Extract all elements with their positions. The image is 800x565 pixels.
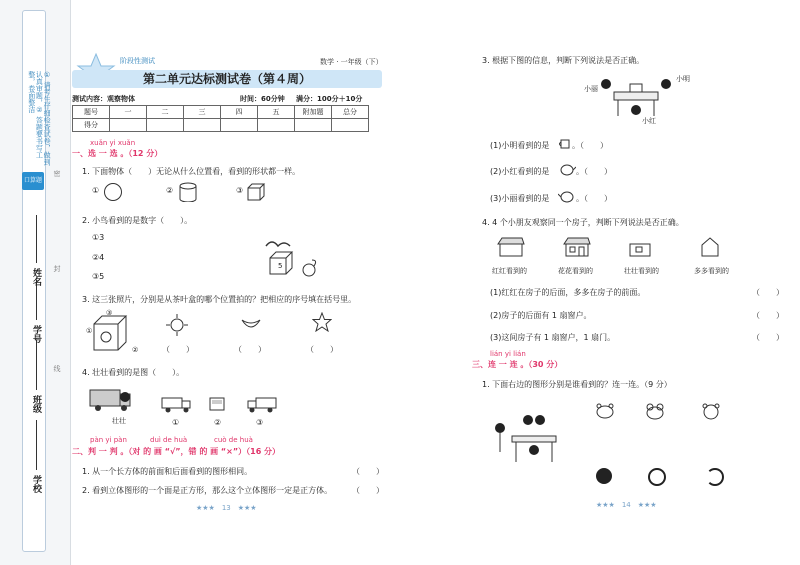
question-1-3: 3. 这三张照片，分别是从茶叶盒的哪个位置拍的？把相应的序号填在括号里。 [82,295,357,304]
section3-pinyin: lián yi lián [490,350,526,358]
cylinder-icon [178,182,198,202]
number-line [36,280,37,320]
score-header-cell: 三 [184,106,221,119]
r4-blank-3[interactable]: （ ） [752,333,784,342]
r4-item-1: (1)红红在房子的后面，多多在房子的前面。 [490,288,646,297]
frog-face-icon [644,402,666,420]
score-cell[interactable] [332,119,369,132]
section2-pinyin-2: duì de huà [150,436,188,444]
section2-pinyin-1: pàn yi pàn [90,436,127,444]
cut-mark-1: 密 [53,170,61,177]
truck-scene-icon [88,384,138,414]
score-table [72,105,369,132]
score-header-cell: 题号 [73,106,110,119]
question-1-4: 4. 壮壮看到的是图（ ）。 [82,368,185,377]
school-line [36,420,37,470]
zhuangzhuang-label: 壮壮 [112,417,126,425]
child-front-icon [648,468,666,486]
subject-label: 数学 · 一年级（下） [320,58,383,66]
cube-number: 5 [278,262,283,270]
score-header-cell: 总分 [332,106,369,119]
test-time: 时间：60分钟 [240,95,285,103]
house-gable-icon [700,236,720,258]
test-content: 测试内容：观察物体 [72,95,135,103]
house-caption-2: 花花看到的 [558,267,593,275]
q3-blank-2[interactable]: （ ） [234,345,266,354]
box-label-front: ① [86,327,93,335]
section3-question-1: 1. 下面右边的图形分别是谁看到的？连一连。（9 分） [482,380,672,389]
bear-face-icon [700,402,722,420]
score-cell[interactable] [110,119,147,132]
cut-mark-2: 封 [53,265,61,272]
house-back-icon [496,236,526,258]
r3-blank-3[interactable]: 。（ ） [576,194,612,203]
score-value-row [73,119,369,132]
school-label: 学校 [31,475,41,493]
moon-photo-icon [240,316,262,332]
house-caption-4: 多多看到的 [694,267,729,275]
cube-icon [246,182,266,202]
score-row-label: 得分 [73,119,110,132]
house-caption-1: 红红看到的 [492,267,527,275]
box-label-side: ② [132,346,139,354]
score-cell[interactable] [147,119,184,132]
score-cell[interactable] [221,119,258,132]
r4-item-2: (2)房子的后面有 1 扇窗户。 [490,311,592,320]
pig-face-icon [594,402,616,420]
score-header-cell: 一 [110,106,147,119]
score-header-cell: 四 [221,106,258,119]
q1-option-1: ① [92,186,100,195]
house-side-icon [628,236,652,258]
child-figure-icon [120,392,130,402]
child-side-icon [706,468,724,486]
teapot-view-2-icon [558,162,576,176]
page-title: 第二单元达标测试卷（第４周） [72,70,382,88]
house-caption-3: 壮壮看到的 [624,267,659,275]
score-header-row [73,106,369,119]
teapot-view-3-icon [558,189,576,203]
class-label: 班级 [31,395,41,413]
section2-title: 二、判 一 判 。（对 的 画 “√”，错 的 画 “×”）（16 分） [72,447,281,456]
section1-title: 一、选 一 选 。（12 分） [72,149,163,158]
sun-photo-icon [166,314,188,336]
r4-blank-1[interactable]: （ ） [752,288,784,297]
r4-item-3: (3)这间房子有 1 扇窗户，1 扇门。 [490,333,616,342]
teapot-view-1-icon [558,136,572,150]
r3-blank-1[interactable]: 。（ ） [572,141,608,150]
section1-pinyin: xuǎn yi xuǎn [90,139,136,147]
squirrel-icon [300,258,318,278]
instruction-note: ① 请考生仔细检查试卷，做到认真审题，② 答题要书写工整，卷面整洁 [27,71,52,166]
q3-blank-1[interactable]: （ ） [162,345,194,354]
r3-item-1: (1)小明看到的是 [490,141,550,150]
section2-pinyin-3: cuò de huà [214,436,253,444]
q2-option-1: ①3 [92,233,105,242]
question-r4: 4. 4 个小朋友观察同一个房子，判断下列说法是否正确。 [482,218,684,227]
name-xiaoli: 小丽 [584,85,598,93]
q1-option-2: ② [166,186,174,195]
truck-side-icon [160,396,194,414]
name-label: 姓名 [31,268,41,286]
r3-item-2: (2)小红看到的是 [490,167,550,176]
q4-option-3: ③ [256,418,264,427]
name-xiaoming: 小明 [676,75,690,83]
star-photo-icon [312,312,332,332]
truck-front-icon [208,396,226,414]
score-cell[interactable] [184,119,221,132]
class-line [36,340,37,390]
q2-option-2: ②4 [92,253,105,262]
tea-box-icon [90,312,130,354]
score-header-cell: 附加题 [295,106,332,119]
cut-mark-3: 线 [53,365,61,372]
full-score: 满分：100分＋10分 [296,95,363,103]
q4-option-1: ① [172,418,180,427]
score-cell[interactable] [258,119,295,132]
score-header-cell: 五 [258,106,295,119]
page-number-right: ★★★ 14 ★★★ [596,501,657,509]
r4-blank-2[interactable]: （ ） [752,311,784,320]
judge-item-2: 2. 看到立体图形的一个面是正方形，那么这个立体图形一定是正方体。 [82,486,333,495]
question-1-1: 1. 下面物体（ ）无论从什么位置看，看到的形状都一样。 [82,167,301,176]
side-tab: 口算题卡 [22,172,44,190]
box-label-top: ③ [106,309,113,317]
q3-blank-3[interactable]: （ ） [306,345,338,354]
number-label: 学号 [31,325,41,343]
header-tag: 阶段性测试 [120,57,155,65]
section3-title: 三、连 一 连 。（30 分） [472,360,563,369]
score-header-cell: 二 [147,106,184,119]
name-line [36,215,37,263]
page-number-left: ★★★ 13 ★★★ [196,504,257,512]
truck-side-2-icon [244,396,278,414]
sphere-icon [104,183,122,201]
r3-item-3: (3)小丽看到的是 [490,194,550,203]
judge-item-1: 1. 从一个长方体的前面和后面看到的图形相同。 [82,467,253,476]
q1-option-3: ③ [236,186,244,195]
name-xiaohong: 小红 [642,117,656,125]
q4-option-2: ② [214,418,222,427]
judge-blank-2[interactable]: （ ） [352,486,384,495]
question-r3: 3. 根据下图的信息，判断下列说法是否正确。 [482,56,645,65]
child-back-icon [596,468,612,484]
table-scene-icon [596,70,676,120]
question-1-2: 2. 小鸟看到的是数字（ ）。 [82,216,193,225]
r3-blank-2[interactable]: 。（ ） [576,167,612,176]
judge-blank-1[interactable]: （ ） [352,467,384,476]
children-table-scene-icon [490,412,564,466]
house-front-icon [562,236,592,258]
q2-option-3: ③5 [92,272,105,281]
score-cell[interactable] [295,119,332,132]
